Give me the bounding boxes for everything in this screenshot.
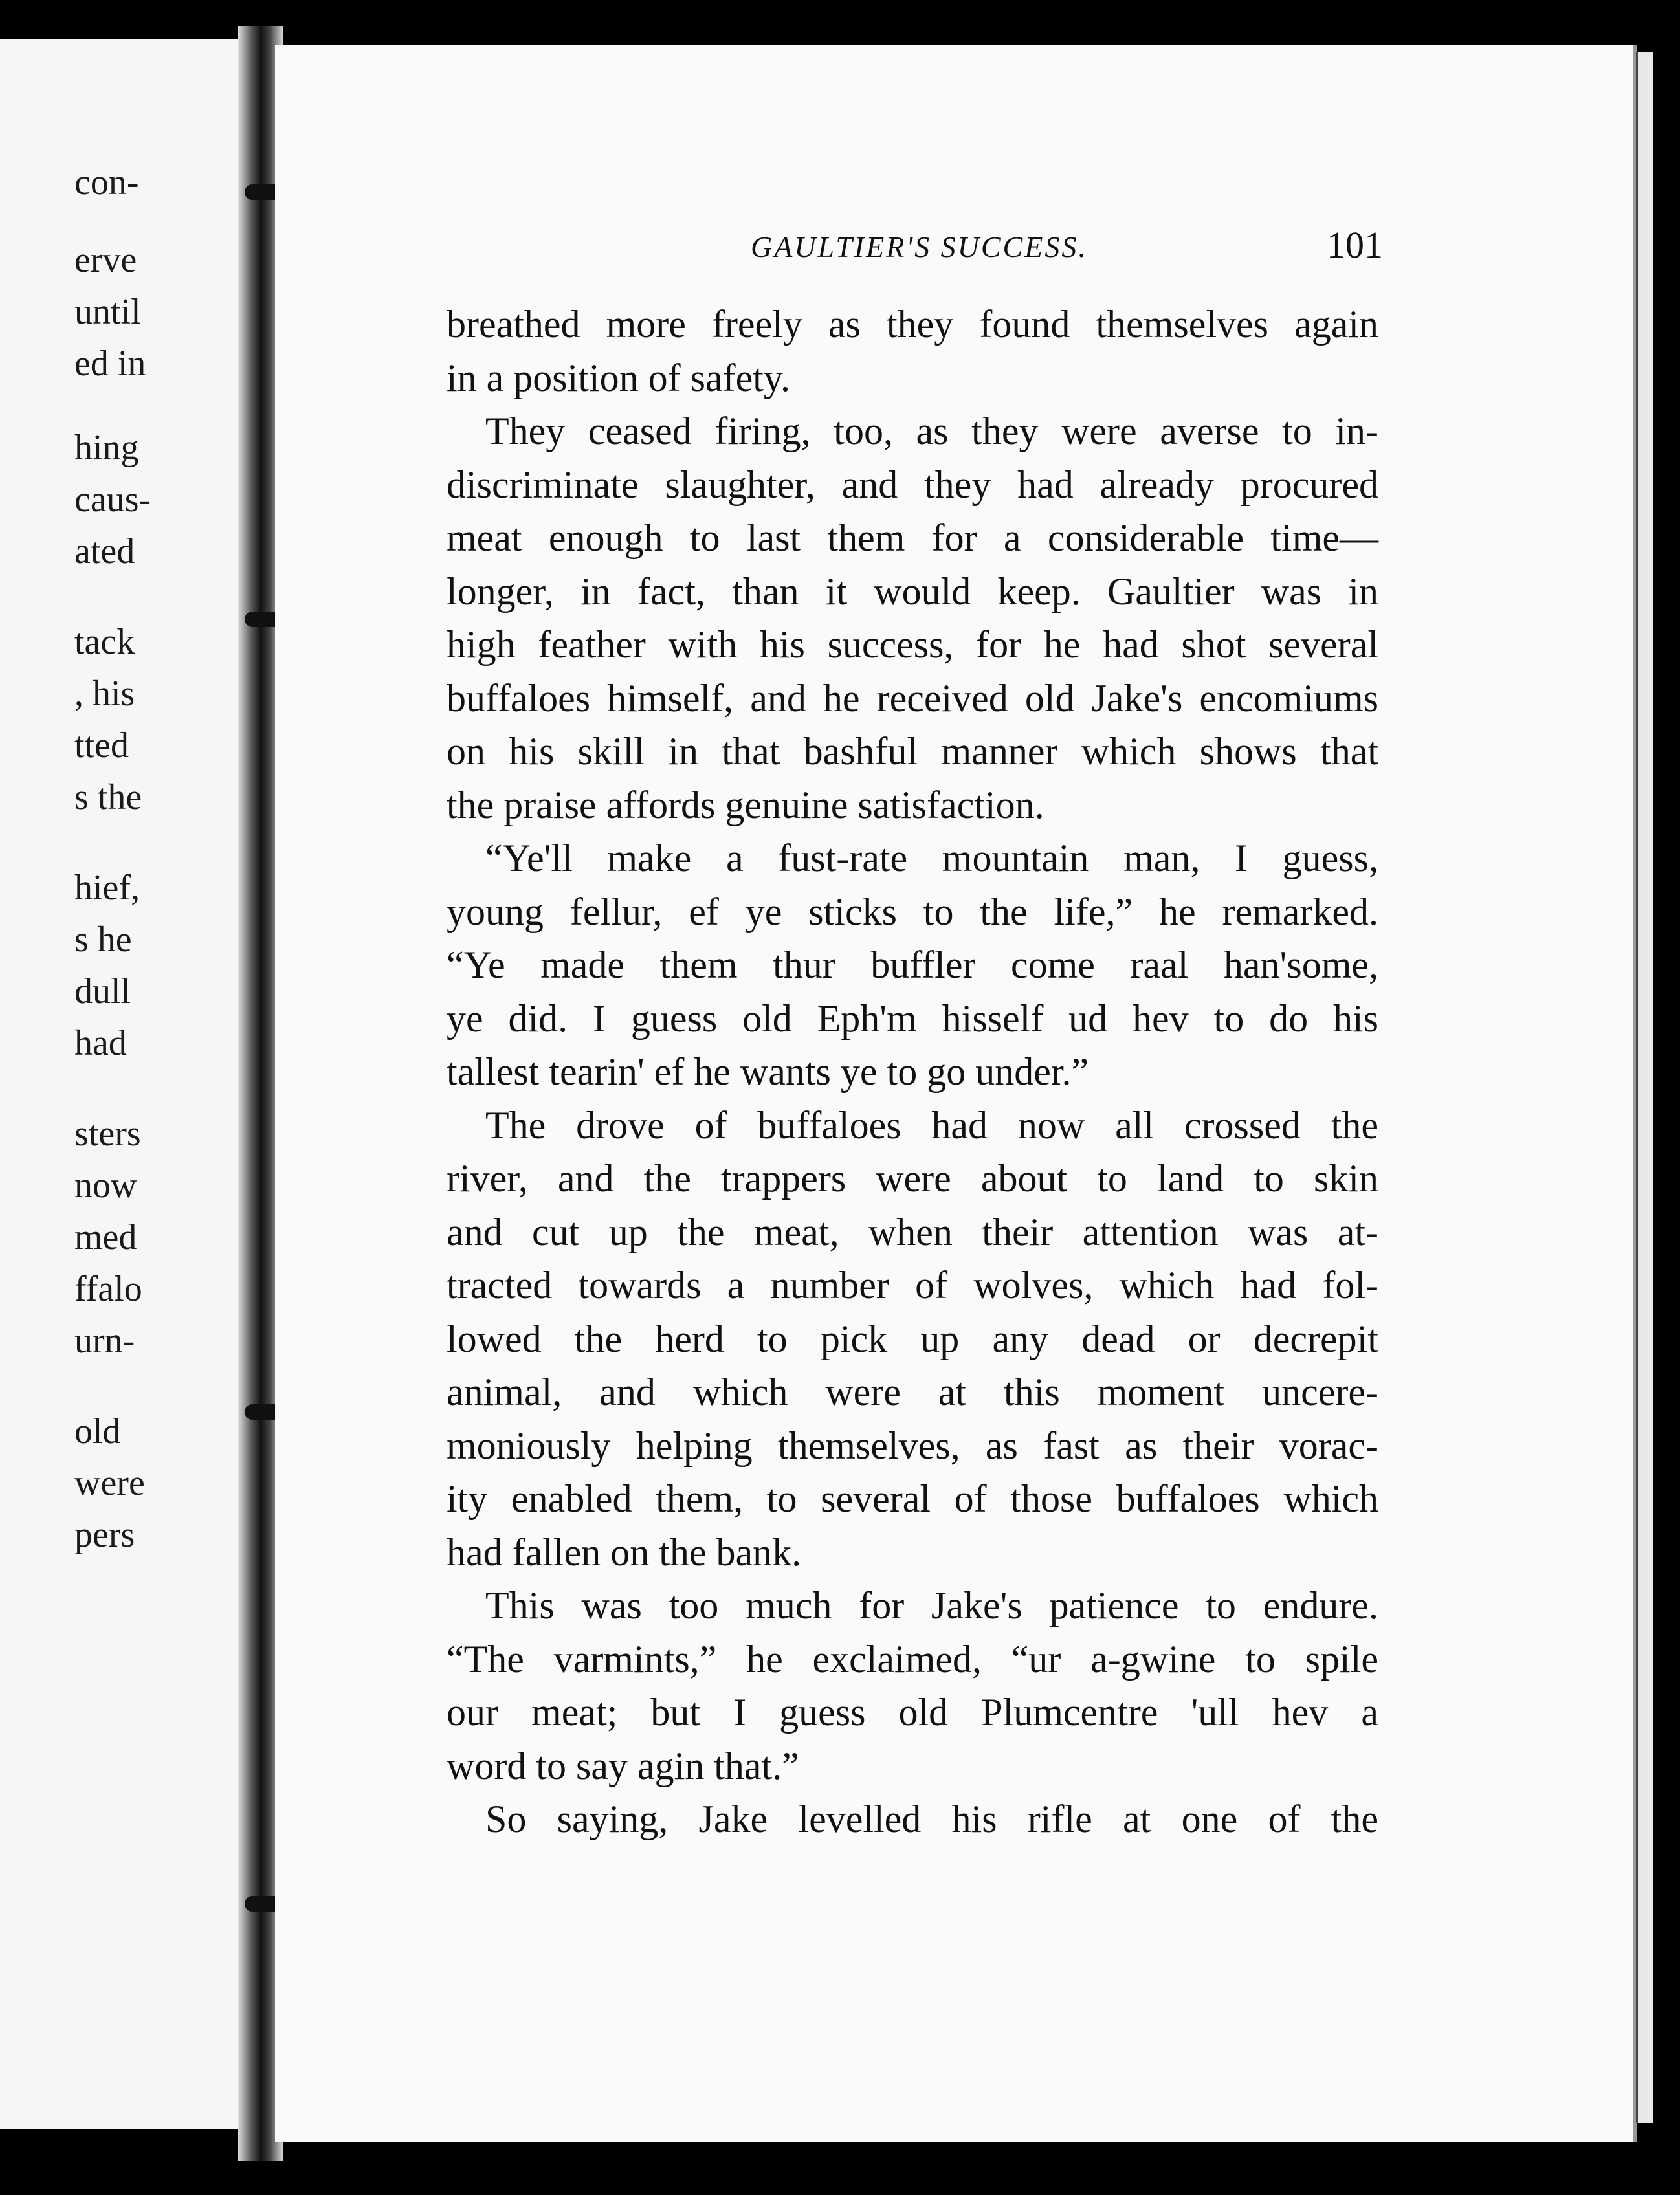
text-line: discriminate slaughter, and they had already procured xyxy=(447,463,1378,506)
text-line: meat enough to last them for a considerable time— xyxy=(447,516,1378,559)
text-line: “The varmints,” he exclaimed, “ur a-gwine to spile xyxy=(447,1637,1378,1681)
text-line: moniously helping themselves, as fast as their vorac- xyxy=(447,1424,1378,1467)
text-line: and cut up the meat, when their attention was at- xyxy=(447,1210,1378,1253)
text-line: “Ye'll make a fust-rate mountain man, I guess, xyxy=(485,837,1378,879)
text-line: high feather with his success, for he had shot several xyxy=(447,623,1378,666)
previous-page-line: hing xyxy=(74,428,139,468)
text-line: our meat; but I guess old Plumcentre 'ull hev a xyxy=(447,1691,1378,1734)
previous-page-line: s the xyxy=(74,777,142,817)
previous-page-line: tted xyxy=(74,725,129,766)
text-line: on his skill in that bashful manner which shows that xyxy=(447,730,1378,773)
previous-page-line: ed in xyxy=(74,344,146,384)
text-line: river, and the trappers were about to land to skin xyxy=(447,1157,1378,1200)
text-line: ity enabled them, to several of those buffaloes which xyxy=(447,1477,1378,1520)
previous-page-line: ated xyxy=(74,531,135,571)
text-line: young fellur, ef ye sticks to the life,” he remarked. xyxy=(447,890,1378,933)
text-line: They ceased firing, too, as they were averse to in- xyxy=(485,410,1378,452)
previous-page-line: ffalo xyxy=(74,1269,142,1309)
previous-page-line: were xyxy=(74,1463,145,1503)
previous-page-line: sters xyxy=(74,1114,141,1154)
previous-page-line: now xyxy=(74,1165,137,1206)
previous-page-line: s he xyxy=(74,920,132,960)
text-line: tallest tearin' ef he wants ye to go under.” xyxy=(447,1050,1089,1093)
previous-page-line: tack xyxy=(74,622,135,662)
previous-page-line: erve xyxy=(74,240,137,280)
previous-page-line: pers xyxy=(74,1515,135,1555)
text-line: the praise affords genuine satisfaction. xyxy=(447,783,1044,826)
previous-page-line: hief, xyxy=(74,868,140,908)
text-line: lowed the herd to pick up any dead or decrepit xyxy=(447,1317,1378,1360)
text-line: animal, and which were at this moment uncere- xyxy=(447,1371,1378,1413)
previous-page-line: con- xyxy=(74,162,139,203)
text-line: buffaloes himself, and he received old Jake's encomiums xyxy=(447,676,1378,720)
previous-page-line: , his xyxy=(74,674,135,714)
text-line: in a position of safety. xyxy=(447,356,791,399)
text-line: ye did. I guess old Eph'm hisself ud hev to do his xyxy=(447,997,1378,1040)
text-line: “Ye made them thur buffler come raal han'some, xyxy=(447,943,1378,986)
text-line: had fallen on the bank. xyxy=(447,1530,802,1574)
text-line: tracted towards a number of wolves, which had fol- xyxy=(447,1264,1378,1307)
previous-page-line: until xyxy=(74,292,141,332)
page-body-text xyxy=(447,298,1378,1846)
previous-page-line: dull xyxy=(74,971,131,1011)
page-number: 101 xyxy=(1327,224,1383,266)
text-line: The drove of buffaloes had now all crossed the xyxy=(485,1103,1378,1147)
previous-page-line: had xyxy=(74,1023,127,1063)
previous-page-line: med xyxy=(74,1217,137,1257)
previous-page-line: caus- xyxy=(74,480,151,520)
text-line: breathed more freely as they found themselves again xyxy=(447,303,1378,346)
text-line: longer, in fact, than it would keep. Gaultier was in xyxy=(447,569,1378,613)
page-edge xyxy=(1636,52,1653,2123)
text-line: word to say agin that.” xyxy=(447,1744,799,1787)
text-line: This was too much for Jake's patience to endure. xyxy=(485,1584,1378,1627)
previous-page-line: urn- xyxy=(74,1321,135,1361)
running-head: GAULTIER'S SUCCESS. xyxy=(751,230,1088,263)
text-line: So saying, Jake levelled his rifle at one of the xyxy=(485,1798,1378,1840)
previous-page-line: old xyxy=(74,1411,121,1451)
previous-page-fragment xyxy=(0,39,259,2129)
